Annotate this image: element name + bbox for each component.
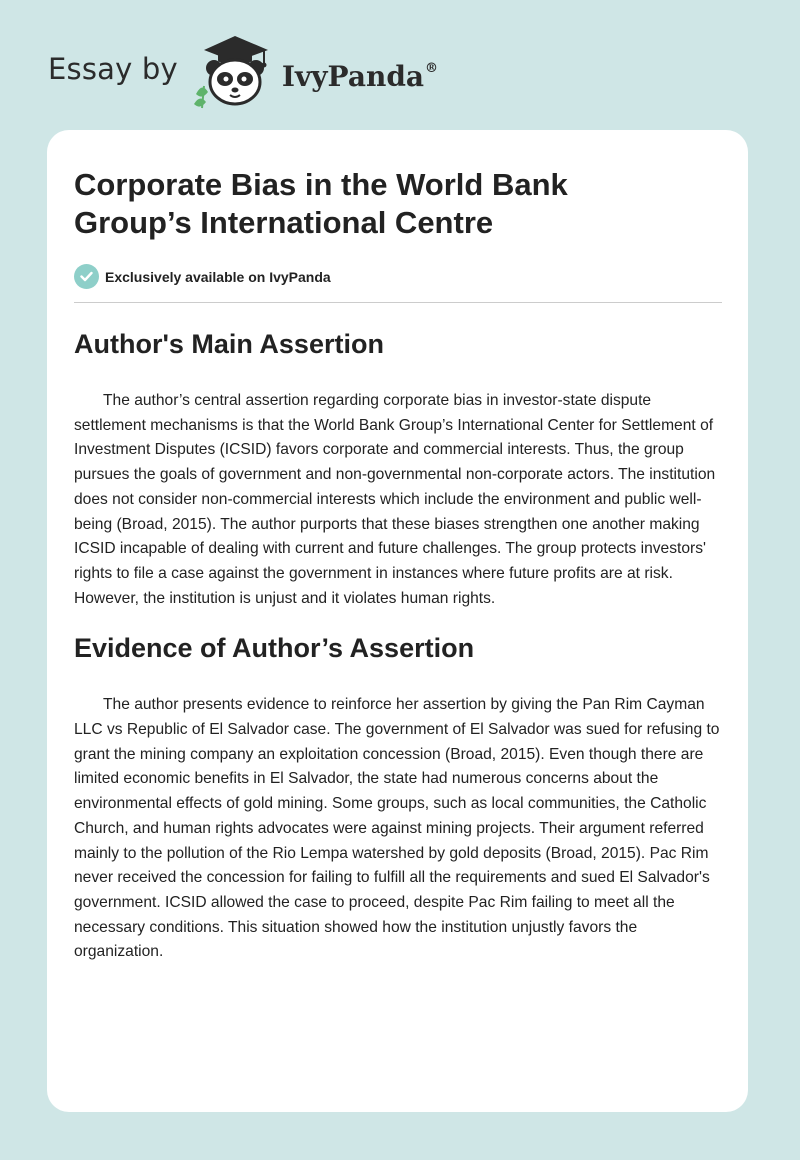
registered-mark: ® xyxy=(425,60,439,76)
brand-name-text: IvyPanda xyxy=(281,59,425,93)
section-paragraph-evidence: The author presents evidence to reinforce her assertion by giving the Pan Rim Cayman LLC vs Republic of El Salvador case. The government of El Salvador was sued for refusing to grant the mining company an exploitation concession (Broad, 2015). Even though there are limited economic benefits in El Salvador, the state had numerous concerns about the environmental effects of gold mining. Some groups, such as local communities, the Catholic Church, and human rights advocates were against mining projects. Their argument referred mainly to the pollution of the Rio Lempa watershed by gold deposits (Broad, 2015). Pac Rim never received the concession for failing to fulfill all the requirements and sued El Salvador's government. ICSID allowed the case to proceed, despite Pac Rim failing to meet all the necessary conditions. This situation showed how the institution unjustly favors the organization. xyxy=(74,696,720,961)
check-icon xyxy=(74,264,99,289)
panda-logo-icon[interactable] xyxy=(192,34,278,110)
badge-text: Exclusively available on IvyPanda xyxy=(105,268,331,285)
section-heading-main-assertion: Author's Main Assertion xyxy=(74,329,384,359)
exclusive-badge xyxy=(74,264,722,289)
essay-card xyxy=(47,130,748,1112)
essay-title: Corporate Bias in the World Bank Group’s International Centre xyxy=(74,167,568,240)
section-paragraph-main-assertion: The author’s central assertion regarding corporate bias in investor-state dispute settlement mechanisms is that the World Bank Group’s International Center for Settlement of Investment Disputes (ICSID) favors corporate and commercial interests. Thus, the group pursues the goals of government and non-governmental non-corporate actors. The institution does not consider non-commercial interests which include the environment and public well-being (Broad, 2015). The author purports that these biases strengthen one another making ICSID incapable of dealing with current and future challenges. The group protects investors' rights to file a case against the government in instances where future profits are at risk. However, the institution is unjust and it violates human rights. xyxy=(74,392,716,607)
brand-name xyxy=(282,60,438,93)
section-heading-evidence: Evidence of Author’s Assertion xyxy=(74,633,475,664)
divider xyxy=(74,302,722,303)
brand-header xyxy=(48,34,438,110)
brand-prefix: Essay by xyxy=(48,52,178,86)
